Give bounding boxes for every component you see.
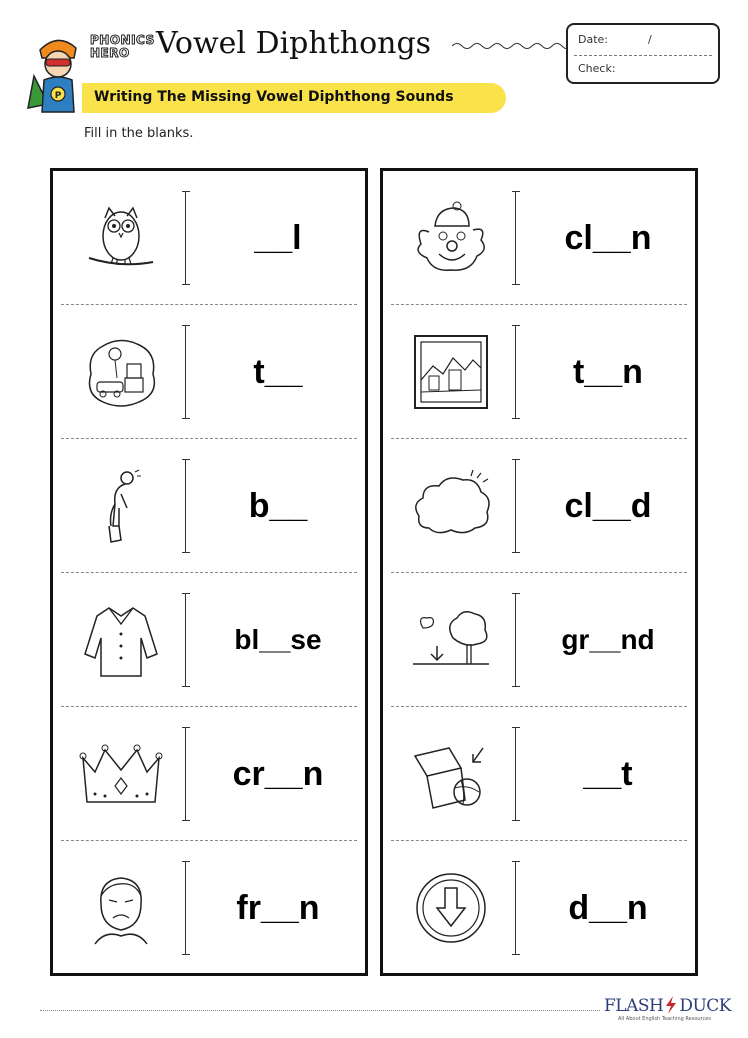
list-item <box>383 439 695 573</box>
owl-icon <box>79 196 163 280</box>
banner-text: Writing The Missing Vowel Diphthong Sounds <box>94 89 454 105</box>
answer-bracket <box>185 191 193 285</box>
logo-text <box>604 996 731 1016</box>
list-item <box>383 707 695 841</box>
answer-bracket <box>185 459 193 553</box>
word-blank: gr__nd <box>561 624 655 655</box>
right-panel <box>380 168 698 976</box>
answer-bracket <box>185 593 193 687</box>
flash-duck-logo <box>604 996 732 1026</box>
crown-icon <box>79 732 163 816</box>
frowning-boy-icon <box>79 866 163 950</box>
list-item <box>53 305 365 439</box>
brand-line-1: PHONICS <box>90 33 155 47</box>
blouse-icon <box>79 598 163 682</box>
answer-bracket <box>515 191 523 285</box>
list-item <box>53 573 365 707</box>
logo-tagline: All About English Teaching Resources <box>618 1016 711 1022</box>
down-arrow-icon <box>409 866 493 950</box>
list-item <box>53 171 365 305</box>
footer-divider <box>40 1010 600 1011</box>
svg-text:P: P <box>54 91 62 101</box>
word-blank: fr__n <box>236 888 320 927</box>
date-label: Date: <box>578 33 608 46</box>
word-blank: bl__se <box>234 624 322 655</box>
word-blank: t__ <box>253 352 303 391</box>
logo-text-flash: FLASH <box>604 996 664 1016</box>
phonics-hero-mascot-icon <box>26 28 90 118</box>
list-item <box>53 707 365 841</box>
list-item <box>53 841 365 975</box>
ground-tree-icon <box>409 598 493 682</box>
brand-logo-text <box>90 33 155 60</box>
toys-icon <box>79 330 163 414</box>
banner <box>82 83 506 113</box>
answer-bracket <box>515 459 523 553</box>
bowing-man-icon <box>79 464 163 548</box>
answer-bracket <box>185 861 193 955</box>
cloud-icon <box>409 464 493 548</box>
answer-bracket <box>515 861 523 955</box>
logo-text-duck: DUCK <box>679 996 732 1016</box>
page-title: Vowel Diphthongs <box>156 26 432 61</box>
list-item <box>383 841 695 975</box>
left-panel <box>50 168 368 976</box>
list-item <box>383 573 695 707</box>
date-divider <box>574 55 712 56</box>
brand-line-2: HERO <box>90 46 130 60</box>
word-blank: cr__n <box>232 754 324 793</box>
decorative-squiggle <box>452 40 568 52</box>
lightning-bolt-icon <box>663 996 679 1014</box>
answer-bracket <box>515 325 523 419</box>
date-separator: / <box>648 33 652 46</box>
word-blank: __l <box>254 218 302 257</box>
town-picture-icon <box>409 330 493 414</box>
list-item <box>53 439 365 573</box>
answer-bracket <box>185 325 193 419</box>
word-blank: __t <box>583 754 633 793</box>
check-label: Check: <box>578 62 616 75</box>
ball-out-of-box-icon <box>409 732 493 816</box>
answer-bracket <box>515 593 523 687</box>
instructions: Fill in the blanks. <box>84 126 194 141</box>
list-item <box>383 305 695 439</box>
list-item <box>383 171 695 305</box>
word-blank: d__n <box>568 888 648 927</box>
word-blank: cl__d <box>564 486 652 525</box>
word-blank: b__ <box>248 486 308 525</box>
answer-bracket <box>185 727 193 821</box>
word-blank: t__n <box>573 352 643 391</box>
clown-icon <box>409 196 493 280</box>
answer-bracket <box>515 727 523 821</box>
word-blank: cl__n <box>564 218 652 257</box>
date-check-box <box>566 23 720 84</box>
